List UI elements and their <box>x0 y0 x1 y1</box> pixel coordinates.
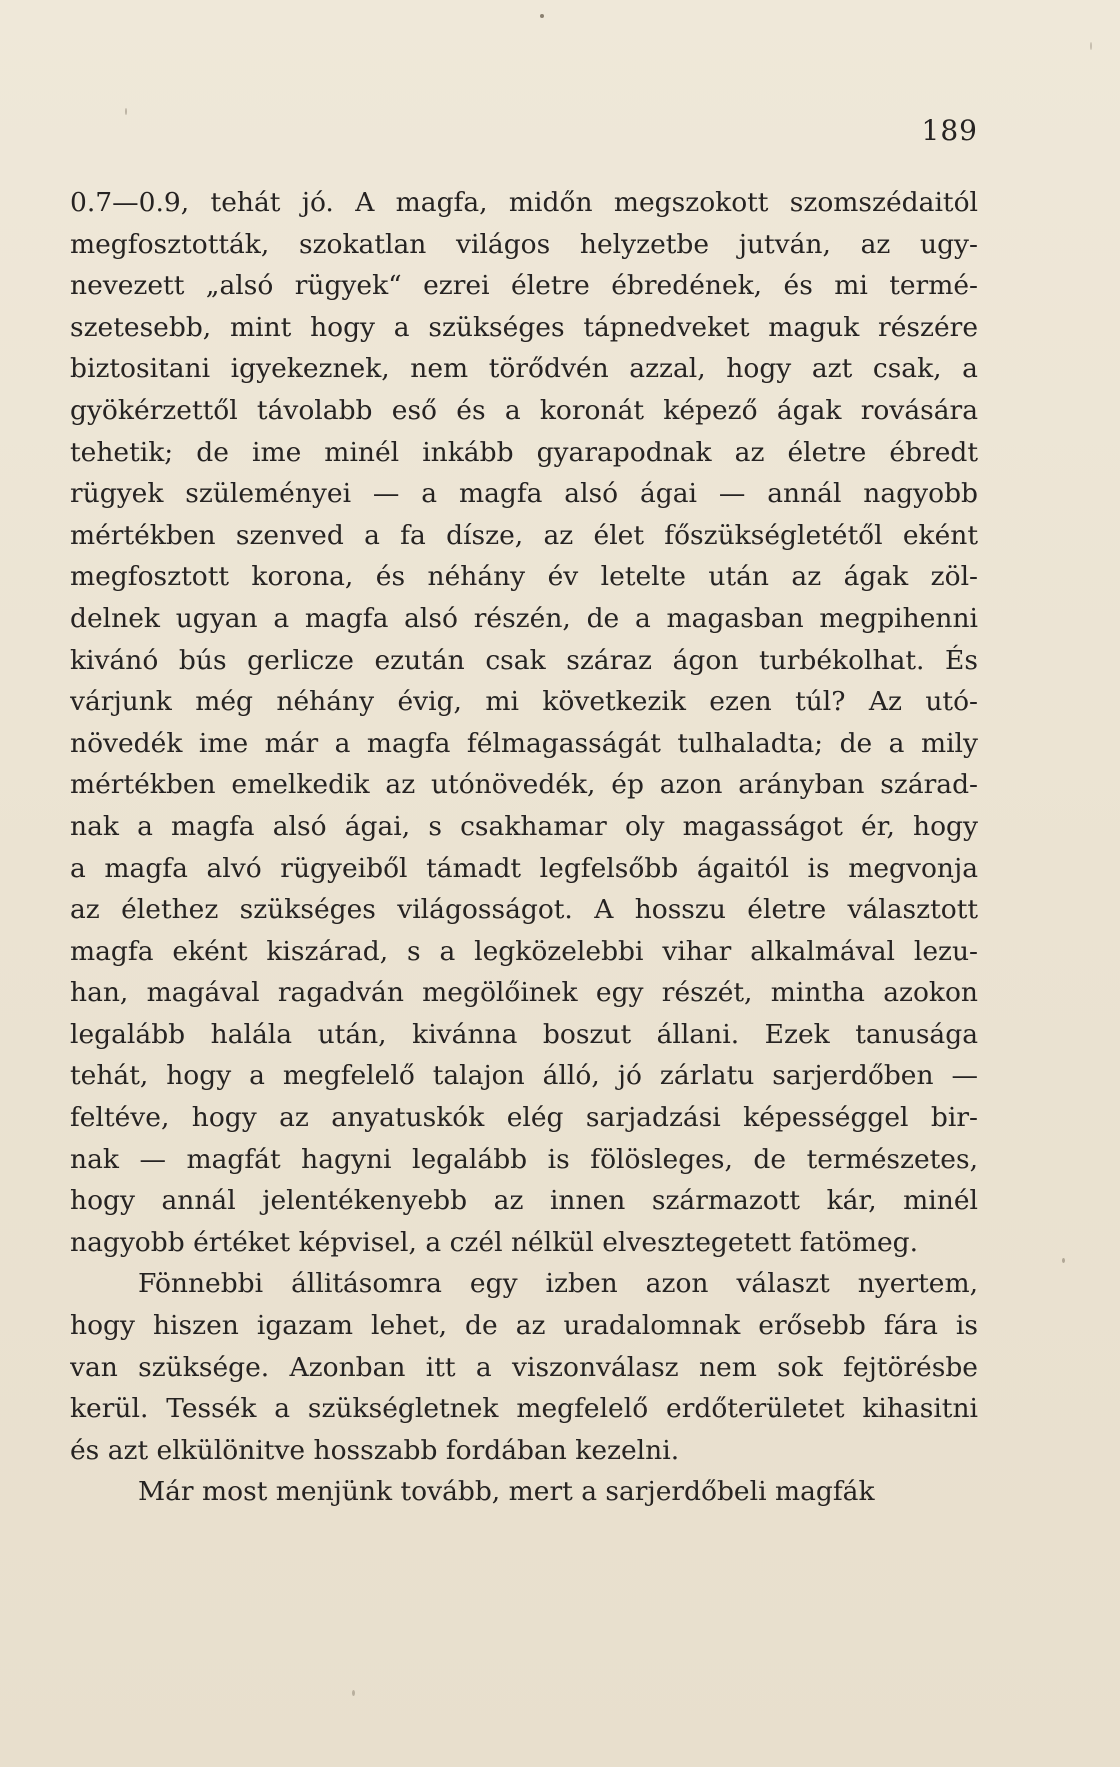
text-line: Fönnebbi állitásomra egy izben azon választ nyertem, <box>138 1268 978 1300</box>
text-line: kerül. Tessék a szükségletnek megfelelő erdőterületet kihasitni <box>70 1393 978 1425</box>
text-line: hogy annál jelentékenyebb az innen származott kár, minél <box>70 1185 978 1217</box>
text-line: legalább halála után, kivánna boszut állani. Ezek tanusága <box>70 1018 978 1050</box>
text-line: és azt elkülönitve hosszabb fordában kezelni. <box>70 1434 680 1466</box>
text-line: mértékben emelkedik az utónövedék, ép azon arányban szárad- <box>70 769 978 801</box>
text-line: a magfa alvó rügyeiből támadt legfelsőbb ágaitól is megvonja <box>70 852 978 884</box>
page-number: 189 <box>921 114 978 147</box>
text-line: biztositani igyekeznek, nem törődvén azzal, hogy azt csak, a <box>70 353 978 385</box>
paper-speck <box>352 1690 355 1696</box>
paper-speck <box>1062 1258 1065 1263</box>
text-line: megfosztott korona, és néhány év letelte után az ágak zöl- <box>70 561 978 593</box>
text-line: 0.7—0.9, tehát jó. A magfa, midőn megszokott szomszédaitól <box>70 187 978 218</box>
text-line: nevezett „alsó rügyek“ ezrei életre ébredének, és mi termé- <box>70 270 978 302</box>
text-line: mértékben szenved a fa dísze, az élet főszükségletétől eként <box>70 519 978 551</box>
text-line: tehát, hogy a megfelelő talajon álló, jó zárlatu sarjerdőben — <box>70 1060 978 1092</box>
text-line: tehetik; de ime minél inkább gyarapodnak az életre ébredt <box>70 436 978 468</box>
paper-speck <box>125 108 127 115</box>
paper-speck <box>540 14 544 18</box>
text-line: megfosztották, szokatlan világos helyzetbe jutván, az ugy- <box>70 228 978 260</box>
text-line: nak — magfát hagyni legalább is fölösleges, de természetes, <box>70 1143 978 1175</box>
text-line: az élethez szükséges világosságot. A hosszu életre választott <box>70 894 978 926</box>
text-line: kivánó bús gerlicze ezután csak száraz ágon turbékolhat. És <box>70 644 978 676</box>
text-line: növedék ime már a magfa félmagasságát tulhaladta; de a mily <box>70 727 978 759</box>
text-line: nagyobb értéket képvisel, a czél nélkül elvesztegetett fatömeg. <box>70 1226 919 1258</box>
paper-speck <box>1090 42 1092 50</box>
text-line: hogy hiszen igazam lehet, de az uradalomnak erősebb fára is <box>70 1310 978 1342</box>
text-line: han, magával ragadván megölőinek egy részét, mintha azokon <box>70 977 978 1009</box>
text-line: rügyek szüleményei — a magfa alsó ágai — annál nagyobb <box>70 478 978 510</box>
text-line: nak a magfa alsó ágai, s csakhamar oly magasságot ér, hogy <box>70 810 978 842</box>
text-line: szetesebb, mint hogy a szükséges tápnedveket maguk részére <box>70 311 978 343</box>
text-line: Már most menjünk tovább, mert a sarjerdőbeli magfák <box>138 1476 875 1508</box>
text-line: magfa eként kiszárad, s a legközelebbi vihar alkalmával lezu- <box>70 935 978 967</box>
text-line: delnek ugyan a magfa alsó részén, de a magasban megpihenni <box>70 602 978 634</box>
text-line: feltéve, hogy az anyatuskók elég sarjadzási képességgel bir- <box>70 1102 978 1134</box>
text-line: gyökérzettől távolabb eső és a koronát képező ágak rovására <box>70 394 978 426</box>
body-text <box>70 182 978 1513</box>
text-line: van szüksége. Azonban itt a viszonválasz nem sok fejtörésbe <box>70 1351 978 1383</box>
text-line: várjunk még néhány évig, mi következik ezen túl? Az utó- <box>70 686 978 718</box>
